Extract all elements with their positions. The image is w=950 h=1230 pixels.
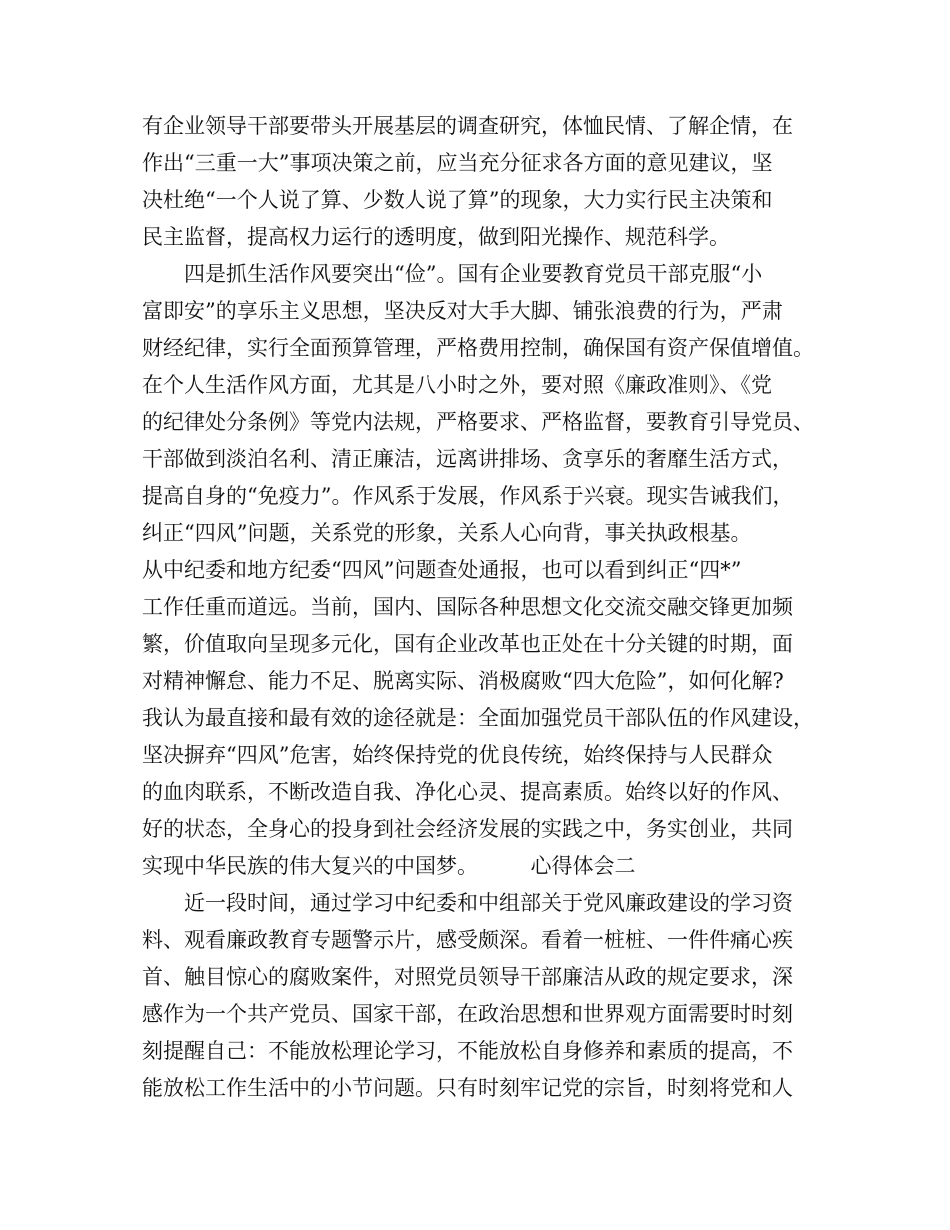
text-line: 干部做到淡泊名利、清正廉洁，远离讲排场、贪享乐的奢靡生活方式， (142, 447, 793, 471)
paragraph-start-line: 近一段时间，通过学习中纪委和中组部关于党风廉政建设的学习资 (184, 891, 793, 915)
text-line: 纠正“四风”问题，关系党的形象，关系人心向背，事关执政根基。 (142, 521, 752, 545)
text-line: 首、触目惊心的腐败案件，对照党员领导干部廉洁从政的规定要求，深 (142, 965, 793, 989)
text-line: 有企业领导干部要带头开展基层的调查研究，体恤民情、了解企情，在 (142, 114, 793, 138)
text-line: 作出“三重一大”事项决策之前，应当充分征求各方面的意见建议，坚 (142, 151, 773, 175)
text-line: 决杜绝“一个人说了算、少数人说了算”的现象，大力实行民主决策和 (142, 188, 773, 212)
text-line: 从中纪委和地方纪委“四风”问题查处通报，也可以看到纠正“四*” (142, 558, 742, 582)
text-line: 繁，价值取向呈现多元化，国有企业改革也正处在十分关键的时期，面 (142, 632, 793, 656)
text-line: 我认为最直接和最有效的途径就是：全面加强党员干部队伍的作风建设， (142, 706, 814, 730)
text-line: 财经纪律，实行全面预算管理，严格费用控制，确保国有资产保值增值。 (142, 336, 814, 360)
text-line: 刻提醒自己：不能放松理论学习，不能放松自身修养和素质的提高，不 (142, 1039, 793, 1063)
text-line: 对精神懈怠、能力不足、脱离实际、消极腐败“四大危险”，如何化解? (142, 669, 784, 693)
text-line: 感作为一个共产党员、国家干部，在政治思想和世界观方面需要时时刻 (142, 1002, 793, 1026)
text-line: 富即安”的享乐主义思想，坚决反对大手大脚、铺张浪费的行为，严肃 (142, 299, 783, 323)
text-line: 提高自身的“免疫力”。作风系于发展，作风系于兴衰。现实告诫我们， (142, 484, 794, 508)
text-line: 在个人生活作风方面，尤其是八小时之外，要对照《廉政准则》、《党 (142, 373, 772, 397)
text-line: 能放松工作生活中的小节问题。只有时刻牢记党的宗旨，时刻将党和人 (142, 1076, 793, 1100)
text-line: 料、观看廉政教育专题警示片，感受颇深。看着一桩桩、一件件痛心疾 (142, 928, 793, 952)
text-line: 实现中华民族的伟大复兴的中国梦。 心得体会二 (142, 854, 636, 878)
text-line: 的纪律处分条例》等党内法规，严格要求、严格监督，要教育引导党员、 (142, 410, 814, 434)
text-line: 的血肉联系，不断改造自我、净化心灵、提高素质。始终以好的作风、 (142, 780, 793, 804)
body-text (142, 108, 842, 1107)
text-line: 民主监督，提高权力运行的透明度，做到阳光操作、规范科学。 (142, 225, 730, 249)
text-line: 坚决摒弃“四风”危害，始终保持党的优良传统，始终保持与人民群众 (142, 743, 773, 767)
text-line: 好的状态，全身心的投身到社会经济发展的实践之中，务实创业，共同 (142, 817, 793, 841)
text-line: 工作任重而道远。当前，国内、国际各种思想文化交流交融交锋更加频 (142, 595, 793, 619)
paragraph-start-line: 四是抓生活作风要突出“俭”。国有企业要教育党员干部克服“小 (184, 262, 763, 286)
